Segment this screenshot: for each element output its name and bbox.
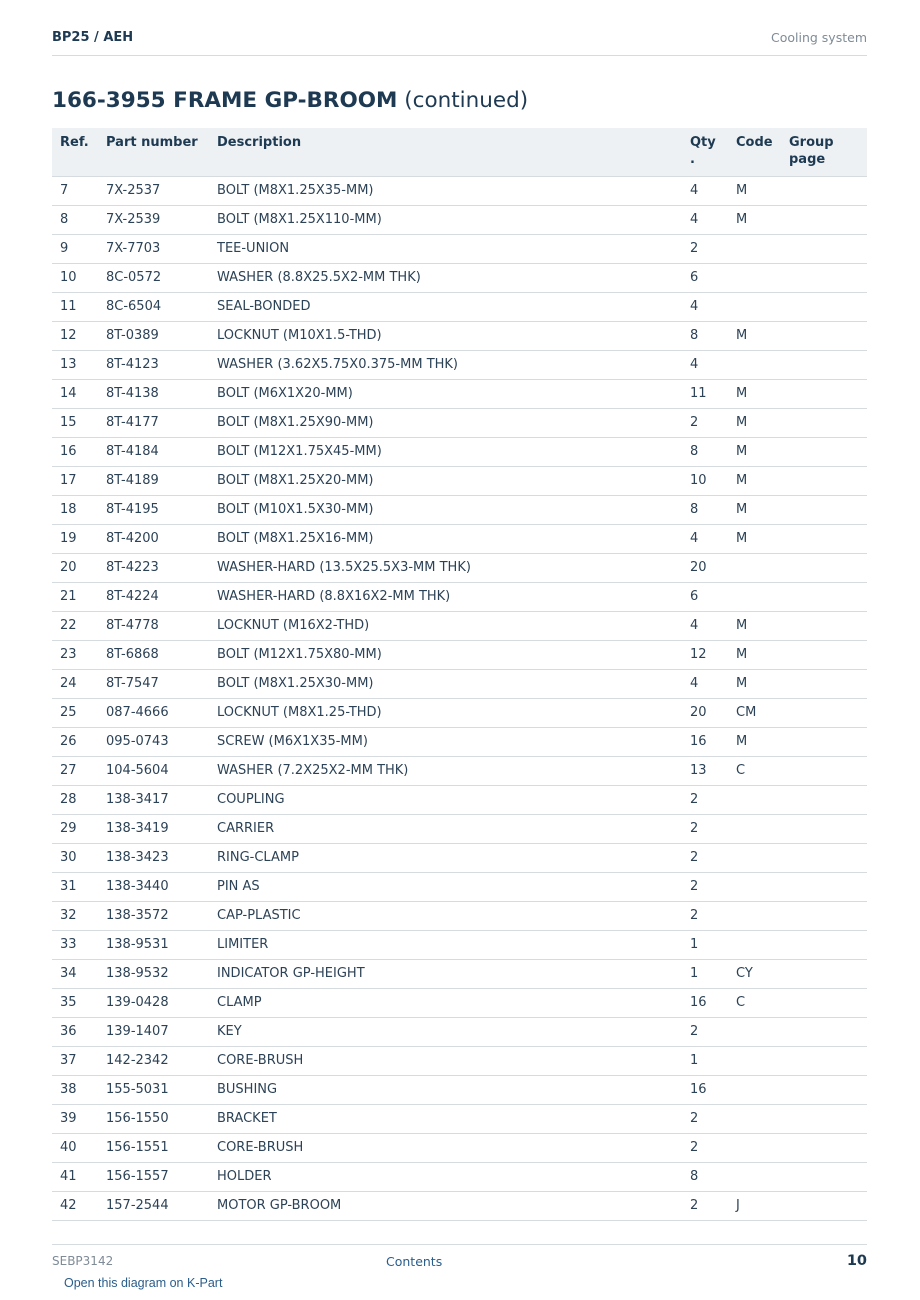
qty-cell: 2 [690, 843, 736, 872]
part-number-cell: 7X-7703 [106, 234, 217, 263]
column-header-qty: Qty . [690, 128, 736, 176]
part-number-cell: 155-5031 [106, 1075, 217, 1104]
group-page-cell [789, 843, 867, 872]
description-cell: COUPLING [217, 785, 690, 814]
code-cell: M [736, 466, 789, 495]
ref-cell: 31 [52, 872, 106, 901]
group-page-cell [789, 930, 867, 959]
ref-cell: 11 [52, 292, 106, 321]
part-number-cell: 142-2342 [106, 1046, 217, 1075]
ref-cell: 12 [52, 321, 106, 350]
ref-cell: 19 [52, 524, 106, 553]
table-row [52, 495, 867, 524]
ref-cell: 29 [52, 814, 106, 843]
code-cell [736, 843, 789, 872]
description-cell: WASHER (3.62X5.75X0.375-MM THK) [217, 350, 690, 379]
code-cell: J [736, 1191, 789, 1220]
ref-cell: 10 [52, 263, 106, 292]
group-page-cell [789, 350, 867, 379]
qty-cell: 10 [690, 466, 736, 495]
code-cell [736, 553, 789, 582]
part-number-cell: 138-9532 [106, 959, 217, 988]
ref-cell: 27 [52, 756, 106, 785]
parts-table-body [52, 176, 867, 1220]
ref-cell: 8 [52, 205, 106, 234]
group-page-cell [789, 814, 867, 843]
code-cell [736, 901, 789, 930]
description-cell: WASHER-HARD (8.8X16X2-MM THK) [217, 582, 690, 611]
ref-cell: 21 [52, 582, 106, 611]
group-page-cell [789, 785, 867, 814]
description-cell: BUSHING [217, 1075, 690, 1104]
table-row [52, 872, 867, 901]
code-cell: CM [736, 698, 789, 727]
table-row [52, 1075, 867, 1104]
part-number-cell: 8T-4177 [106, 408, 217, 437]
group-page-cell [789, 176, 867, 205]
assembly-title: 166-3955 FRAME GP-BROOM [52, 88, 398, 113]
qty-cell: 4 [690, 176, 736, 205]
code-cell [736, 350, 789, 379]
table-row [52, 814, 867, 843]
code-cell [736, 814, 789, 843]
code-cell [736, 872, 789, 901]
qty-cell: 1 [690, 930, 736, 959]
ref-cell: 36 [52, 1017, 106, 1046]
code-cell [736, 930, 789, 959]
description-cell: LIMITER [217, 930, 690, 959]
code-cell: M [736, 437, 789, 466]
part-number-cell: 8T-4138 [106, 379, 217, 408]
group-page-cell [789, 234, 867, 263]
table-row [52, 1104, 867, 1133]
page-title [52, 88, 528, 113]
group-page-cell [789, 1162, 867, 1191]
description-cell: CLAMP [217, 988, 690, 1017]
group-page-cell [789, 669, 867, 698]
group-page-cell [789, 292, 867, 321]
ref-cell: 24 [52, 669, 106, 698]
description-cell: BOLT (M8X1.25X90-MM) [217, 408, 690, 437]
description-cell: CORE-BRUSH [217, 1133, 690, 1162]
ref-cell: 7 [52, 176, 106, 205]
part-number-cell: 139-1407 [106, 1017, 217, 1046]
part-number-cell: 138-9531 [106, 930, 217, 959]
page-number: 10 [846, 1253, 867, 1269]
code-cell: M [736, 176, 789, 205]
qty-cell: 16 [690, 1075, 736, 1104]
description-cell: WASHER (8.8X25.5X2-MM THK) [217, 263, 690, 292]
qty-cell: 2 [690, 814, 736, 843]
ref-cell: 22 [52, 611, 106, 640]
description-cell: CORE-BRUSH [217, 1046, 690, 1075]
table-row [52, 611, 867, 640]
table-row [52, 466, 867, 495]
code-cell: M [736, 640, 789, 669]
part-number-cell: 139-0428 [106, 988, 217, 1017]
group-page-cell [789, 205, 867, 234]
group-page-cell [789, 611, 867, 640]
contents-link[interactable]: Contents [386, 1254, 443, 1269]
description-cell: TEE-UNION [217, 234, 690, 263]
part-number-cell: 156-1550 [106, 1104, 217, 1133]
code-cell [736, 785, 789, 814]
ref-cell: 14 [52, 379, 106, 408]
group-page-cell [789, 466, 867, 495]
column-header-ref: Ref. [52, 128, 106, 176]
qty-cell: 4 [690, 524, 736, 553]
table-row [52, 553, 867, 582]
group-page-cell [789, 524, 867, 553]
open-kpart-link[interactable]: Open this diagram on K-Part [64, 1276, 223, 1290]
part-number-cell: 8T-4223 [106, 553, 217, 582]
description-cell: BOLT (M10X1.5X30-MM) [217, 495, 690, 524]
column-header-description: Description [217, 128, 690, 176]
part-number-cell: 138-3417 [106, 785, 217, 814]
ref-cell: 23 [52, 640, 106, 669]
description-cell: HOLDER [217, 1162, 690, 1191]
code-cell: M [736, 727, 789, 756]
qty-cell: 12 [690, 640, 736, 669]
description-cell: CARRIER [217, 814, 690, 843]
part-number-cell: 8T-4778 [106, 611, 217, 640]
part-number-cell: 157-2544 [106, 1191, 217, 1220]
table-row [52, 205, 867, 234]
group-page-cell [789, 553, 867, 582]
code-cell [736, 234, 789, 263]
description-cell: BOLT (M8X1.25X110-MM) [217, 205, 690, 234]
qty-cell: 2 [690, 234, 736, 263]
code-cell [736, 263, 789, 292]
part-number-cell: 138-3572 [106, 901, 217, 930]
group-page-cell [789, 756, 867, 785]
description-cell: BOLT (M8X1.25X20-MM) [217, 466, 690, 495]
part-number-cell: 104-5604 [106, 756, 217, 785]
qty-cell: 8 [690, 1162, 736, 1191]
description-cell: RING-CLAMP [217, 843, 690, 872]
part-number-cell: 138-3423 [106, 843, 217, 872]
table-row [52, 350, 867, 379]
qty-cell: 13 [690, 756, 736, 785]
table-row [52, 1133, 867, 1162]
description-cell: SCREW (M6X1X35-MM) [217, 727, 690, 756]
group-page-cell [789, 872, 867, 901]
part-number-cell: 138-3419 [106, 814, 217, 843]
part-number-cell: 8T-4184 [106, 437, 217, 466]
ref-cell: 16 [52, 437, 106, 466]
qty-cell: 6 [690, 263, 736, 292]
description-cell: LOCKNUT (M10X1.5-THD) [217, 321, 690, 350]
part-number-cell: 8C-6504 [106, 292, 217, 321]
description-cell: MOTOR GP-BROOM [217, 1191, 690, 1220]
group-page-cell [789, 263, 867, 292]
code-cell: M [736, 495, 789, 524]
part-number-cell: 138-3440 [106, 872, 217, 901]
table-row [52, 669, 867, 698]
table-row [52, 901, 867, 930]
description-cell: WASHER (7.2X25X2-MM THK) [217, 756, 690, 785]
code-cell: CY [736, 959, 789, 988]
ref-cell: 40 [52, 1133, 106, 1162]
table-row [52, 234, 867, 263]
group-page-cell [789, 988, 867, 1017]
ref-cell: 25 [52, 698, 106, 727]
group-page-cell [789, 698, 867, 727]
qty-cell: 2 [690, 901, 736, 930]
ref-cell: 35 [52, 988, 106, 1017]
group-page-cell [789, 640, 867, 669]
code-cell [736, 1104, 789, 1133]
ref-cell: 20 [52, 553, 106, 582]
group-page-cell [789, 1191, 867, 1220]
qty-cell: 2 [690, 408, 736, 437]
qty-cell: 16 [690, 988, 736, 1017]
qty-cell: 2 [690, 785, 736, 814]
group-page-cell [789, 379, 867, 408]
part-number-cell: 7X-2537 [106, 176, 217, 205]
code-cell: M [736, 379, 789, 408]
group-page-cell [789, 959, 867, 988]
table-row [52, 930, 867, 959]
column-header-group-page: Group page [789, 128, 867, 176]
code-cell: C [736, 756, 789, 785]
ref-cell: 13 [52, 350, 106, 379]
qty-cell: 11 [690, 379, 736, 408]
description-cell: PIN AS [217, 872, 690, 901]
description-cell: BOLT (M6X1X20-MM) [217, 379, 690, 408]
group-page-cell [789, 437, 867, 466]
qty-cell: 16 [690, 727, 736, 756]
column-header-part-number: Part number [106, 128, 217, 176]
qty-cell: 4 [690, 611, 736, 640]
part-number-cell: 8T-4123 [106, 350, 217, 379]
part-number-cell: 8T-0389 [106, 321, 217, 350]
qty-cell: 2 [690, 1017, 736, 1046]
description-cell: BOLT (M8X1.25X16-MM) [217, 524, 690, 553]
ref-cell: 28 [52, 785, 106, 814]
code-cell [736, 1133, 789, 1162]
qty-cell: 4 [690, 350, 736, 379]
code-cell [736, 1075, 789, 1104]
qty-cell: 20 [690, 553, 736, 582]
group-page-cell [789, 1104, 867, 1133]
description-cell: LOCKNUT (M16X2-THD) [217, 611, 690, 640]
table-header-row [52, 128, 867, 176]
table-row [52, 408, 867, 437]
ref-cell: 33 [52, 930, 106, 959]
group-page-cell [789, 1075, 867, 1104]
description-cell: INDICATOR GP-HEIGHT [217, 959, 690, 988]
ref-cell: 17 [52, 466, 106, 495]
page-footer [52, 1244, 867, 1275]
description-cell: LOCKNUT (M8X1.25-THD) [217, 698, 690, 727]
ref-cell: 32 [52, 901, 106, 930]
code-cell: M [736, 408, 789, 437]
table-row [52, 756, 867, 785]
table-row [52, 785, 867, 814]
table-row [52, 321, 867, 350]
table-row [52, 524, 867, 553]
section-name: Cooling system [771, 30, 867, 45]
document-id: SEBP3142 [52, 1254, 114, 1268]
table-row [52, 1017, 867, 1046]
description-cell: KEY [217, 1017, 690, 1046]
qty-cell: 8 [690, 437, 736, 466]
code-cell [736, 1162, 789, 1191]
table-row [52, 988, 867, 1017]
group-page-cell [789, 727, 867, 756]
table-row [52, 843, 867, 872]
qty-cell: 8 [690, 495, 736, 524]
part-number-cell: 087-4666 [106, 698, 217, 727]
qty-cell: 2 [690, 1104, 736, 1133]
table-row [52, 582, 867, 611]
ref-cell: 15 [52, 408, 106, 437]
part-number-cell: 8T-6868 [106, 640, 217, 669]
qty-cell: 4 [690, 669, 736, 698]
part-number-cell: 8T-4224 [106, 582, 217, 611]
part-number-cell: 095-0743 [106, 727, 217, 756]
ref-cell: 37 [52, 1046, 106, 1075]
qty-cell: 20 [690, 698, 736, 727]
table-row [52, 379, 867, 408]
description-cell: BOLT (M12X1.75X45-MM) [217, 437, 690, 466]
table-row [52, 176, 867, 205]
group-page-cell [789, 901, 867, 930]
part-number-cell: 7X-2539 [106, 205, 217, 234]
part-number-cell: 156-1557 [106, 1162, 217, 1191]
group-page-cell [789, 321, 867, 350]
table-row [52, 1046, 867, 1075]
qty-cell: 2 [690, 872, 736, 901]
qty-cell: 1 [690, 1046, 736, 1075]
table-row [52, 292, 867, 321]
parts-table [52, 128, 867, 1221]
part-number-cell: 8T-4200 [106, 524, 217, 553]
ref-cell: 26 [52, 727, 106, 756]
page-header [52, 28, 867, 56]
ref-cell: 39 [52, 1104, 106, 1133]
qty-cell: 4 [690, 292, 736, 321]
group-page-cell [789, 1017, 867, 1046]
qty-cell: 6 [690, 582, 736, 611]
table-row [52, 263, 867, 292]
ref-cell: 18 [52, 495, 106, 524]
table-row [52, 437, 867, 466]
code-cell [736, 582, 789, 611]
ref-cell: 34 [52, 959, 106, 988]
part-number-cell: 8T-4189 [106, 466, 217, 495]
group-page-cell [789, 1133, 867, 1162]
qty-cell: 2 [690, 1191, 736, 1220]
part-number-cell: 8T-7547 [106, 669, 217, 698]
table-row [52, 640, 867, 669]
code-cell: M [736, 611, 789, 640]
description-cell: BOLT (M8X1.25X30-MM) [217, 669, 690, 698]
description-cell: BOLT (M12X1.75X80-MM) [217, 640, 690, 669]
part-number-cell: 8C-0572 [106, 263, 217, 292]
code-cell: M [736, 669, 789, 698]
table-row [52, 727, 867, 756]
ref-cell: 30 [52, 843, 106, 872]
model-breadcrumb: BP25 / AEH [52, 30, 134, 45]
table-row [52, 1162, 867, 1191]
code-cell [736, 1017, 789, 1046]
ref-cell: 42 [52, 1191, 106, 1220]
ref-cell: 38 [52, 1075, 106, 1104]
column-header-code: Code [736, 128, 789, 176]
ref-cell: 9 [52, 234, 106, 263]
group-page-cell [789, 1046, 867, 1075]
qty-cell: 2 [690, 1133, 736, 1162]
part-number-cell: 8T-4195 [106, 495, 217, 524]
description-cell: WASHER-HARD (13.5X25.5X3-MM THK) [217, 553, 690, 582]
group-page-cell [789, 408, 867, 437]
ref-cell: 41 [52, 1162, 106, 1191]
qty-cell: 1 [690, 959, 736, 988]
group-page-cell [789, 495, 867, 524]
code-cell: M [736, 524, 789, 553]
description-cell: SEAL-BONDED [217, 292, 690, 321]
table-row [52, 698, 867, 727]
continued-label: (continued) [397, 88, 529, 113]
part-number-cell: 156-1551 [106, 1133, 217, 1162]
table-row [52, 1191, 867, 1220]
code-cell: M [736, 205, 789, 234]
qty-cell: 8 [690, 321, 736, 350]
group-page-cell [789, 582, 867, 611]
description-cell: BOLT (M8X1.25X35-MM) [217, 176, 690, 205]
code-cell [736, 292, 789, 321]
code-cell: C [736, 988, 789, 1017]
description-cell: CAP-PLASTIC [217, 901, 690, 930]
code-cell: M [736, 321, 789, 350]
qty-cell: 4 [690, 205, 736, 234]
table-row [52, 959, 867, 988]
description-cell: BRACKET [217, 1104, 690, 1133]
code-cell [736, 1046, 789, 1075]
